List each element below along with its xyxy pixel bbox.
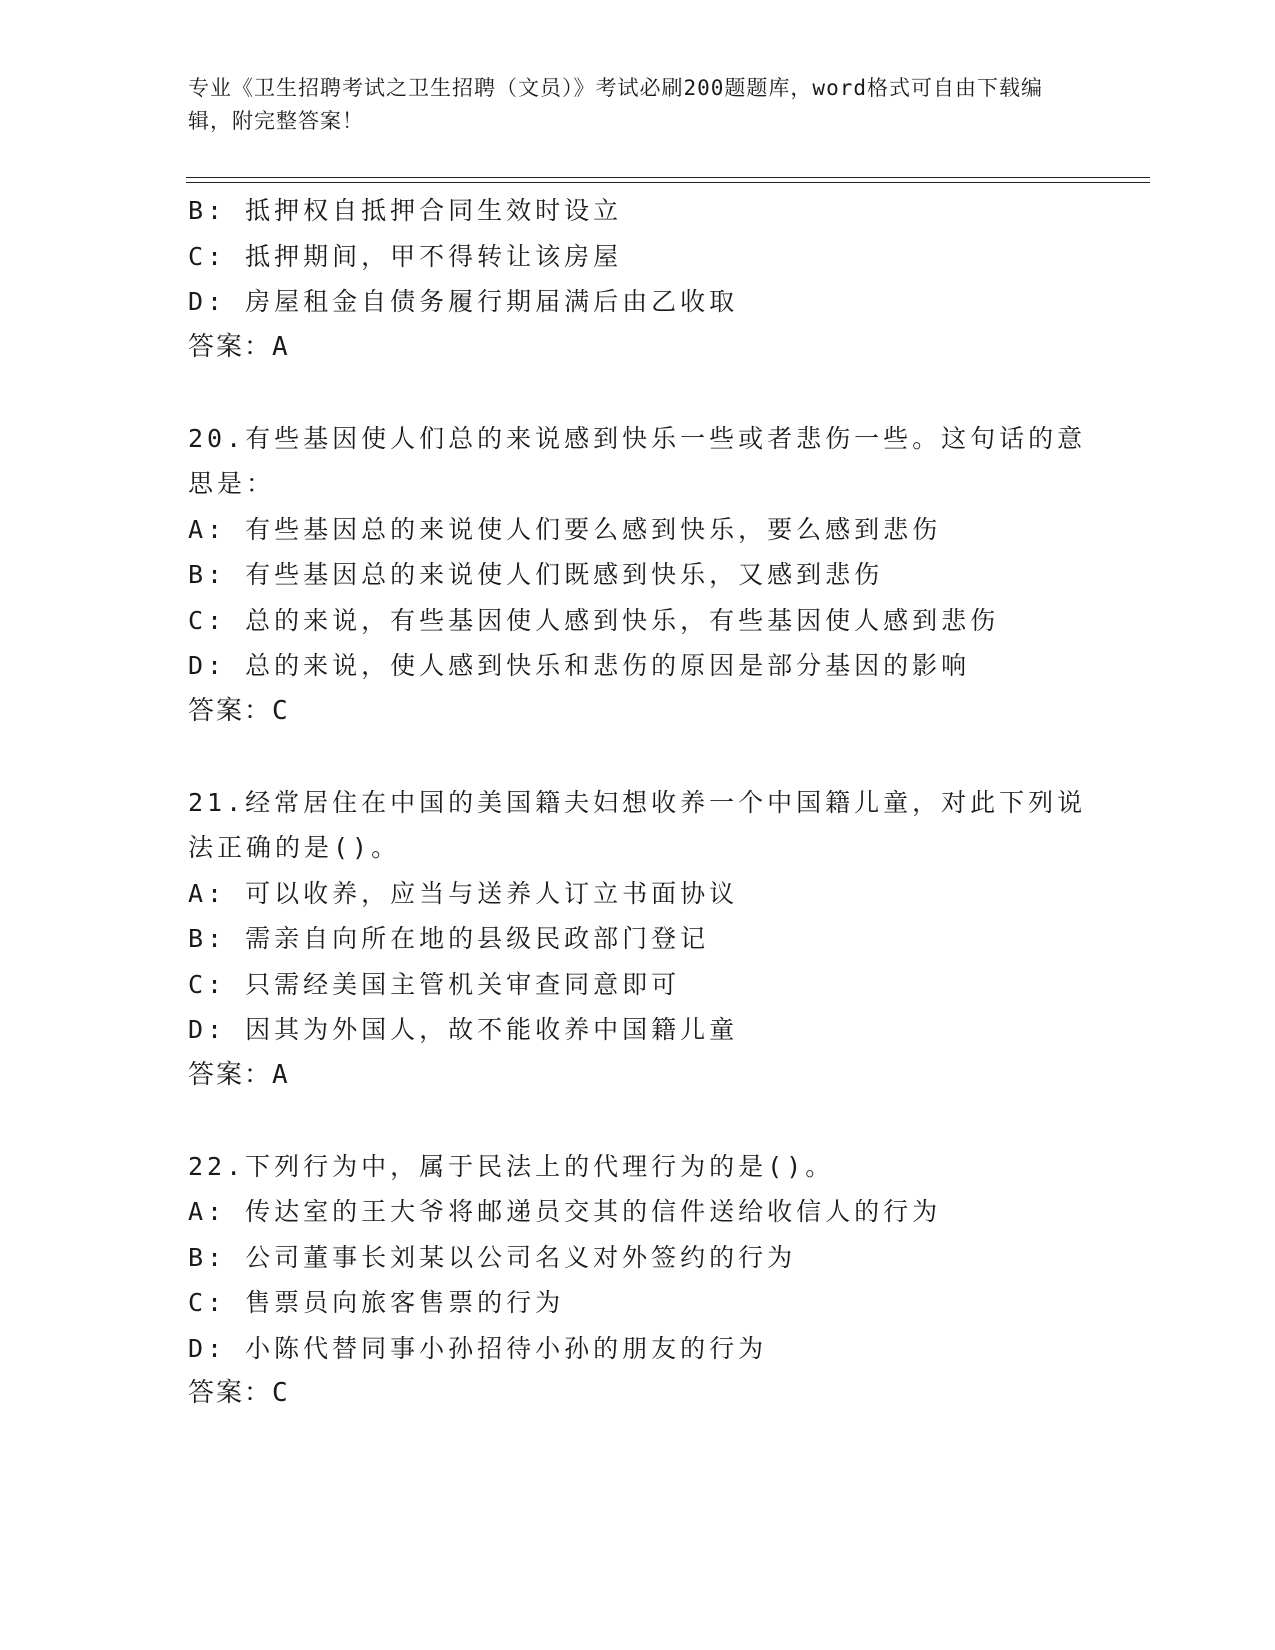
option-d: D: 总的来说，使人感到快乐和悲伤的原因是部分基因的影响 [188,651,971,680]
option-b: B: 需亲自向所在地的县级民政部门登记 [188,924,710,953]
answer-value: A [272,331,290,362]
option-c: C: 售票员向旅客售票的行为 [188,1288,565,1317]
header-divider-bottom [186,182,1150,183]
option-b: B: 公司董事长刘某以公司名义对外签约的行为 [188,1242,797,1272]
answer-line [188,1371,1088,1417]
answer-value: C [272,695,290,726]
header-divider-top [186,177,1150,178]
question-text: 22.下列行为中，属于民法上的代理行为的是()。 [188,1151,835,1181]
header-text: 专业《卫生招聘考试之卫生招聘（文员）》考试必刷200题题库，word格式可自由下载编辑，附完整答案！ [188,76,1043,133]
answer-label: 答案： [188,1059,273,1090]
answer-line [188,325,1088,371]
option-c: C: 只需经美国主管机关审查同意即可 [188,969,681,999]
document-header [188,72,1068,138]
option-b: B: 有些基因总的来说使人们既感到快乐，又感到悲伤 [188,560,884,589]
option-d: D: 房屋租金自债务履行期届满后由乙收取 [188,287,739,316]
option-c: C: 抵押期间，甲不得转让该房屋 [188,241,623,271]
option-a: A: 可以收养，应当与送养人订立书面协议 [188,878,739,908]
question-21 [188,780,1088,1099]
option-d: D: 小陈代替同事小孙招待小孙的朋友的行为 [188,1333,768,1363]
answer-value: A [272,1059,290,1090]
answer-label: 答案： [188,695,273,726]
option-c: C: 总的来说，有些基因使人感到快乐，有些基因使人感到悲伤 [188,605,1000,635]
answer-line [188,1053,1088,1099]
option-b: B: 抵押权自抵押合同生效时设立 [188,196,623,225]
question-text: 21.经常居住在中国的美国籍夫妇想收养一个中国籍儿童，对此下列说法正确的是()。 [188,787,1087,862]
spacer [188,1098,1088,1144]
spacer [188,734,1088,780]
spacer [188,370,1088,416]
question-22 [188,1144,1088,1417]
answer-label: 答案： [188,331,273,362]
answer-value: C [272,1378,290,1408]
option-a: A: 有些基因总的来说使人们要么感到快乐，要么感到悲伤 [188,514,942,544]
answer-label: 答案： [188,1378,273,1408]
question-list [188,188,1088,1417]
option-d: D: 因其为外国人，故不能收养中国籍儿童 [188,1015,739,1044]
answer-line [188,689,1088,735]
question-20 [188,416,1088,735]
option-a: A: 传达室的王大爷将邮递员交其的信件送给收信人的行为 [188,1197,942,1226]
question-fragment [188,188,1088,370]
question-text: 20.有些基因使人们总的来说感到快乐一些或者悲伤一些。这句话的意思是： [188,423,1087,498]
